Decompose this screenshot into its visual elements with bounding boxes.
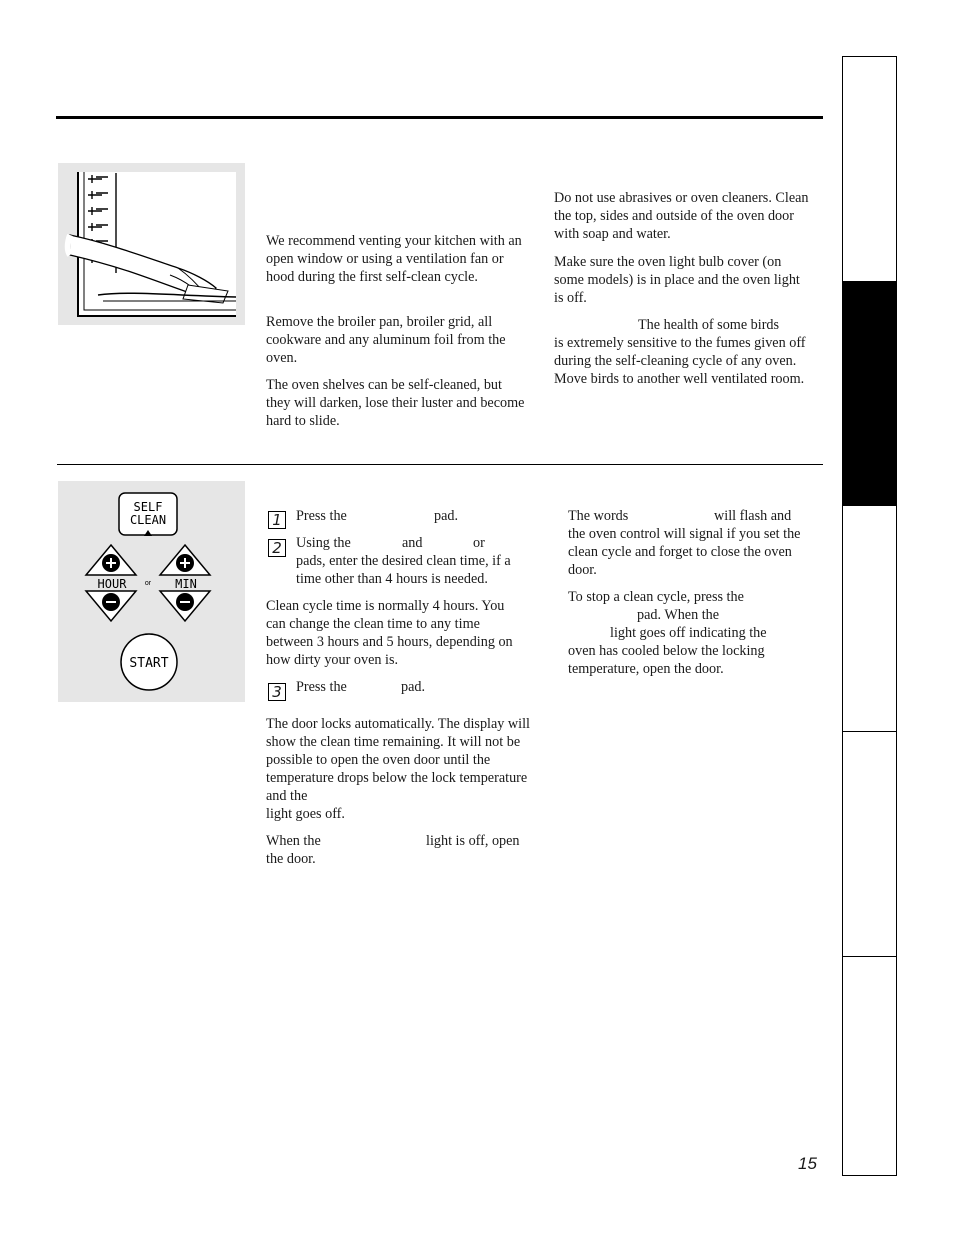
words-flash-b: will flash and bbox=[714, 508, 792, 524]
stop-cycle-c: light goes off indicating the bbox=[610, 625, 767, 641]
remove-cookware-paragraph: Remove the broiler pan, broiler grid, all cookware and any aluminum foil from the oven. bbox=[266, 314, 506, 366]
no-abrasives-paragraph: Do not use abrasives or oven cleaners. Clean the top, sides and outside of the oven door with soap and water. bbox=[554, 190, 809, 242]
when-light-off-c: the door. bbox=[266, 851, 316, 867]
control-keypad-panel bbox=[58, 481, 245, 702]
min-label: MIN bbox=[175, 577, 197, 591]
start-label: START bbox=[129, 656, 169, 671]
door-locks-paragraph: The door locks automatically. The display will show the clean time remaining. It will not be possible to open the oven door until the temperature drops below the lock temperature and the bbox=[266, 716, 530, 804]
hour-buttons[interactable] bbox=[86, 545, 136, 621]
oven-shelves-paragraph: The oven shelves can be self-cleaned, but they will darken, lose their luster and become hard to slide. bbox=[266, 377, 525, 429]
section-divider bbox=[57, 464, 823, 465]
section-tab-active[interactable] bbox=[842, 281, 897, 506]
self-clean-button[interactable] bbox=[119, 493, 177, 536]
words-flash-rest: the oven control will signal if you set the clean cycle and forget to close the oven door. bbox=[568, 526, 801, 578]
step-1-text-b: pad. bbox=[434, 508, 459, 524]
step-3-text-a: Press the bbox=[296, 679, 347, 695]
top-rule bbox=[56, 116, 823, 119]
words-flash-a: The words bbox=[568, 508, 629, 524]
step-2-text-b: and bbox=[402, 535, 423, 551]
section-tabs bbox=[842, 56, 897, 1176]
birds-caution-paragraph: is extremely sensitive to the fumes given off during the self-cleaning cycle of any oven. Move birds to another well ventilated room. bbox=[554, 335, 806, 387]
step-2-number: 2 bbox=[268, 539, 286, 557]
page-number: 15 bbox=[798, 1154, 817, 1173]
step-2-text-c: or bbox=[473, 535, 485, 551]
oven-wiping-illustration bbox=[58, 163, 245, 325]
min-buttons[interactable] bbox=[160, 545, 210, 621]
stop-cycle-b: pad. When the bbox=[637, 607, 720, 623]
self-clean-label-2: CLEAN bbox=[129, 513, 167, 527]
self-clean-label-1: SELF bbox=[133, 500, 163, 514]
step-3-text-b: pad. bbox=[401, 679, 426, 695]
light-cover-paragraph: Make sure the oven light bulb cover (on some models) is in place and the oven light is off. bbox=[554, 254, 800, 306]
oven-illustration-panel bbox=[58, 163, 245, 325]
step-2-text-a: Using the bbox=[296, 535, 351, 551]
stop-cycle-a: To stop a clean cycle, press the bbox=[568, 589, 744, 605]
step-1-number: 1 bbox=[268, 511, 286, 529]
hour-label: HOUR bbox=[97, 577, 127, 591]
stop-cycle-rest: oven has cooled below the locking temperature, open the door. bbox=[568, 643, 765, 677]
when-light-off-a: When the bbox=[266, 833, 321, 849]
step-2-text-rest: pads, enter the desired clean time, if a time other than 4 hours is needed. bbox=[296, 553, 511, 587]
venting-paragraph: We recommend venting your kitchen with an open window or using a ventilation fan or hood during the first self-clean cycle. bbox=[266, 233, 522, 285]
when-light-off-b: light is off, open bbox=[426, 833, 520, 849]
step-3-number: 3 bbox=[268, 683, 286, 701]
start-button[interactable] bbox=[121, 634, 177, 690]
birds-caution-first-line: The health of some birds bbox=[638, 317, 780, 333]
section-tab-divider bbox=[842, 731, 897, 732]
clean-time-note: Clean cycle time is normally 4 hours. You can change the clean time to any time between 3 hours and 5 hours, depending on how dirty your oven is. bbox=[266, 598, 513, 668]
door-locks-paragraph-end: light goes off. bbox=[266, 806, 345, 822]
section-tab-divider bbox=[842, 956, 897, 957]
step-1-text-a: Press the bbox=[296, 508, 347, 524]
or-label: or bbox=[144, 580, 152, 587]
